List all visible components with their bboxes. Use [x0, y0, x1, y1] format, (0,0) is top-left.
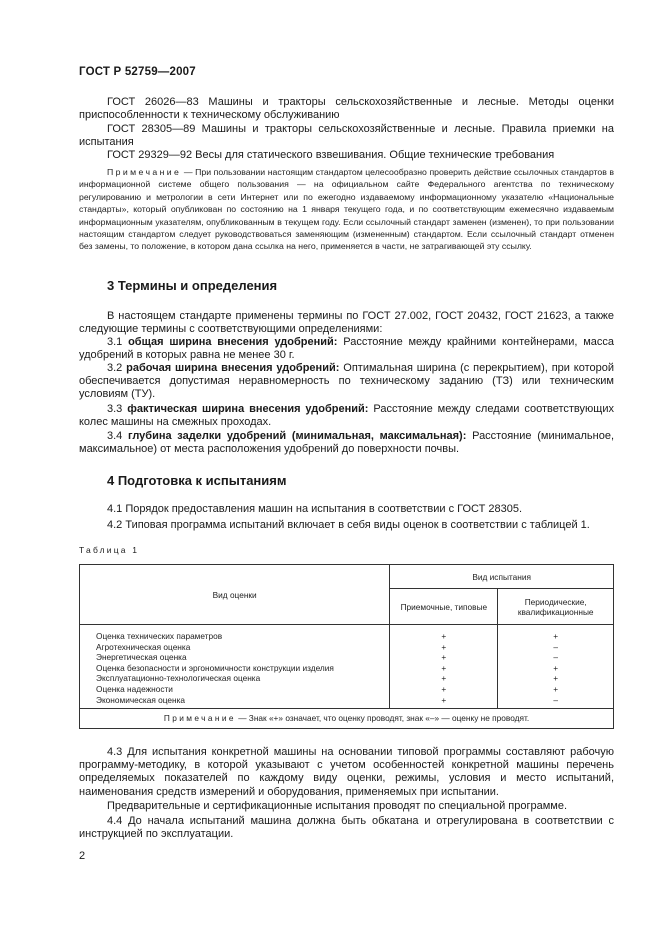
table-row-name: Энергетическая оценка: [96, 652, 187, 663]
term-definition: Расстояние (минимальное, максимальное) от места расположения удобрений до поверхности почвы.: [79, 430, 615, 456]
term-name: общая ширина внесения удобрений:: [128, 336, 338, 348]
periodic-marks: [498, 625, 614, 709]
evaluation-list: [80, 625, 390, 709]
term-3-3: [79, 403, 614, 429]
term-definition: Расстояние между следами соответствующих колес машины на смежных проходах.: [79, 403, 614, 429]
term-definition: Расстояние между крайними контейнерами, масса удобрений в которых равна не менее 30 г.: [79, 336, 615, 362]
table-row-name: Экономическая оценка: [96, 694, 186, 705]
table-cell-mark: –: [553, 694, 559, 705]
section-4-title: 4 Подготовка к испытаниям: [107, 473, 287, 488]
term-name: глубина заделки удобрений (минимальная, максимальная):: [128, 430, 467, 442]
paragraph-4-3: 4.3 Для испытания конкретной машины на основании типовой программы составляют рабочую программу-методику, в которой указывают с учетом особенностей конкретной машины перечень определяемых показателей по каждому виду оценки, режимы, условия и место испытаний, наименования средств измерений и оборудования, применяемых при испытании.: [79, 746, 614, 798]
table-cell-mark: +: [441, 641, 447, 652]
term-3-4: [79, 430, 614, 456]
references-note: [79, 166, 614, 253]
table-cell-mark: +: [553, 631, 559, 641]
table-row-name: Оценка технических параметров: [96, 631, 223, 641]
reference-29329: ГОСТ 29329—92 Весы для статического взвешивания. Общие технические требования: [107, 149, 555, 161]
table-row-name: Оценка надежности: [96, 683, 173, 694]
reference-26026: ГОСТ 26026—83 Машины и тракторы сельскохозяйственные и лесные. Методы оценки приспособленности к техническому обслуживанию: [79, 96, 614, 122]
table-cell-mark: +: [441, 662, 447, 673]
acceptance-marks: [390, 625, 498, 709]
paragraph-preliminary: Предварительные и сертификационные испытания проводят по специальной программе.: [107, 800, 568, 812]
table-1: [79, 564, 614, 729]
paragraph-4-4: 4.4 До начала испытаний машина должна быть обкатана и отрегулирована в соответствии с инструкцией по эксплуатации.: [79, 815, 614, 841]
table-cell-mark: –: [553, 652, 559, 663]
column-header-periodic: Периодические, квалификационные: [498, 589, 614, 625]
term-number: 3.2: [107, 362, 123, 374]
term-number: 3.4: [107, 430, 123, 442]
term-name: фактическая ширина внесения удобрений:: [127, 403, 369, 415]
table-cell-mark: +: [441, 683, 447, 694]
document-header: ГОСТ Р 52759—2007: [79, 66, 196, 78]
term-name: рабочая ширина внесения удобрений:: [126, 362, 340, 374]
note-text: — При пользовании настоящим стандартом целесообразно проверить действие ссылочных стандартов в информационной системе общего пользования — на официальном сайте Федерального агентства по техническому регулированию и метрологии в сети Интернет или по ежегодно издаваемому информационному указателю «Национальные стандарты», который опубликован по состоянию на 1 января текущего года, и по соответствующим ежемесячно издаваемым информационным указателям, опубликованным в текущем году. Если ссылочный стандарт заменен (изменен), то при пользовании настоящим стандартом следует руководствоваться заменяющим (измененным) стандартом. Если ссылочный стандарт отменен без замены, то положение, в котором дана ссылка на него, применяется в части, не затрагивающей эту ссылку.: [79, 167, 614, 252]
table-note: [80, 709, 614, 729]
reference-28305: ГОСТ 28305—89 Машины и тракторы сельскохозяйственные и лесные. Правила приемки на испытания: [79, 123, 614, 149]
table-row-name: Агротехническая оценка: [96, 641, 191, 652]
section-3-title: 3 Термины и определения: [107, 278, 278, 293]
column-header-evaluation-type: Вид оценки: [80, 565, 390, 625]
table-cell-mark: +: [441, 652, 447, 663]
table-note-text: — Знак «+» означает, что оценку проводят, знак «–» — оценку не проводят.: [238, 713, 530, 724]
table-cell-mark: +: [441, 631, 447, 641]
paragraph-4-2: 4.2 Типовая программа испытаний включает в себя виды оценок в соответствии с таблицей 1.: [107, 519, 590, 531]
table-row-name: Эксплуатационно-технологическая оценка: [96, 673, 261, 684]
paragraph-4-1: 4.1 Порядок предоставления машин на испытания в соответствии с ГОСТ 28305.: [107, 503, 523, 515]
note-label: Примечание: [107, 167, 182, 177]
table-cell-mark: +: [553, 683, 559, 694]
term-3-1: [79, 336, 614, 362]
section-3-intro: В настоящем стандарте применены термины по ГОСТ 27.002, ГОСТ 20432, ГОСТ 21623, а также следующие термины с соответствующими определениями:: [79, 310, 614, 336]
term-number: 3.1: [107, 336, 123, 348]
table-note-label: Примечание: [163, 713, 236, 724]
term-3-2: [79, 362, 614, 402]
table-cell-mark: +: [553, 662, 559, 673]
table-cell-mark: +: [441, 694, 447, 705]
page-number: 2: [79, 850, 86, 862]
table-caption: Таблица 1: [79, 545, 140, 555]
term-definition: Оптимальная ширина (с перекрытием), при которой обеспечивается допустимая неравномерность по техническому заданию (ТЗ) или техническим условиям (ТУ).: [79, 362, 615, 401]
table-cell-mark: +: [441, 673, 447, 684]
column-header-acceptance: Приемочные, типовые: [390, 589, 498, 625]
column-header-test-type: Вид испытания: [390, 565, 614, 589]
term-number: 3.3: [107, 403, 123, 415]
table-cell-mark: –: [553, 641, 559, 652]
table-cell-mark: +: [553, 673, 559, 684]
table-row-name: Оценка безопасности и эргономичности конструкции изделия: [96, 662, 334, 673]
